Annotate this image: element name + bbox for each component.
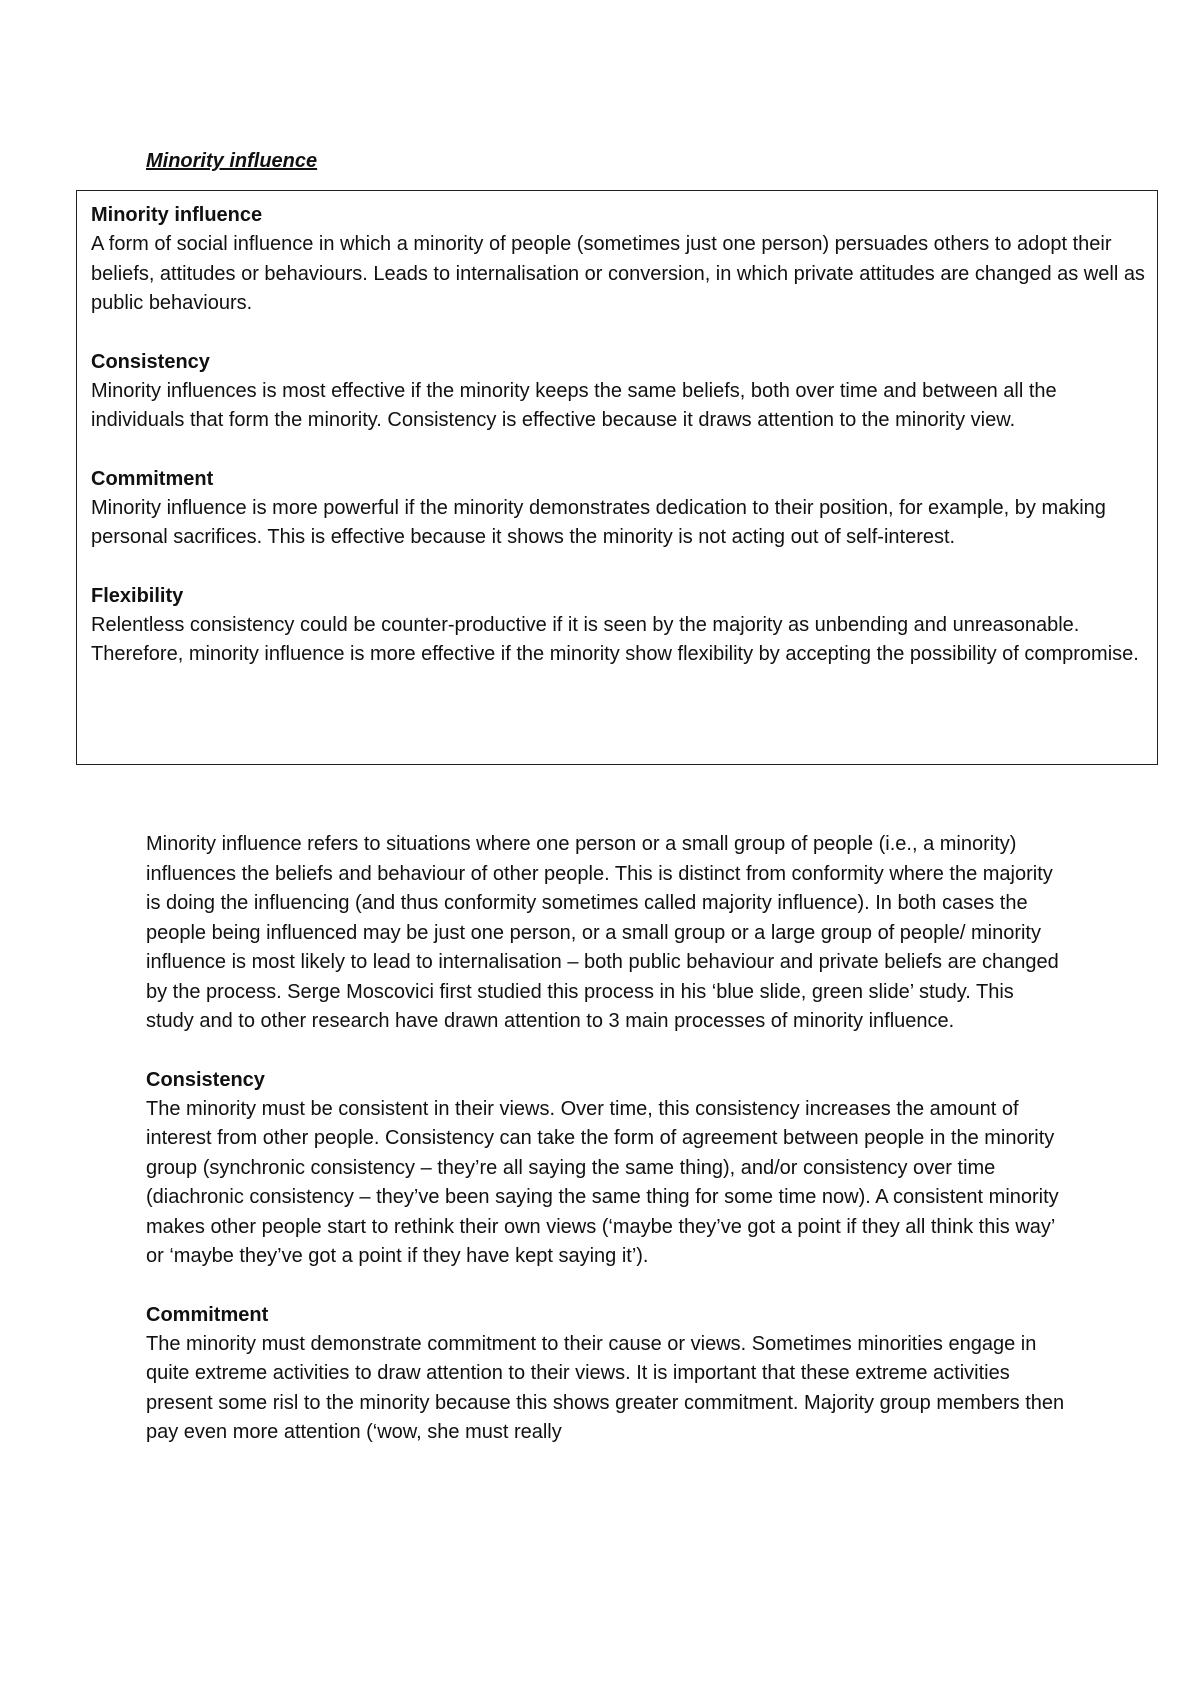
definition-heading: Commitment — [91, 467, 214, 490]
definitions-box — [76, 190, 1158, 765]
definition-heading: Consistency — [91, 350, 210, 373]
definition-commitment — [91, 465, 1145, 553]
body-intro-paragraph: Minority influence refers to situations where one person or a small group of people (i.e., a minority) influences the beliefs and behaviour of other people. This is distinct from conformity where the majority is doing the influencing (and thus conformity sometimes called majority influence). In both cases the people being influenced may be just one person, or a small group or a large group of people/ minority influence is most likely to lead to internalisation – both public behaviour and private beliefs are changed by the process. Serge Moscovici first studied this process in his ‘blue slide, green slide’ study. This study and to other research have drawn attention to 3 main processes of minority influence. — [146, 833, 1059, 1032]
body-intro — [146, 830, 1066, 1037]
definition-text: Minority influences is most effective if the minority keeps the same beliefs, both over time and between all the individuals that form the minority. Consistency is effective because it draws attention to the minority view. — [91, 379, 1057, 431]
definition-minority-influence — [91, 201, 1145, 319]
body-section-heading: Commitment — [146, 1303, 269, 1326]
body-section-text: The minority must demonstrate commitment to their cause or views. Sometimes minorities engage in quite extreme activities to draw attention to their views. It is important that these extreme activities present some risl to the minority because this shows greater commitment. Majority group members then pay even more attention (‘wow, she must really — [146, 1332, 1065, 1443]
body-text — [146, 830, 1066, 1477]
definition-text: Relentless consistency could be counter-productive if it is seen by the majority as unbending and unreasonable. Therefore, minority influence is more effective if the minority show flexibility by accepting the possibility of compromise. — [91, 613, 1139, 665]
definition-flexibility — [91, 582, 1145, 670]
body-section-consistency — [146, 1066, 1066, 1272]
page-title: Minority influence — [146, 150, 318, 172]
definition-heading: Flexibility — [91, 584, 184, 607]
body-section-heading: Consistency — [146, 1068, 265, 1091]
definition-text: Minority influence is more powerful if the minority demonstrates dedication to their position, for example, by making personal sacrifices. This is effective because it shows the minority is not acting out of self-interest. — [91, 496, 1106, 548]
definition-heading: Minority influence — [91, 204, 263, 226]
body-section-text: The minority must be consistent in their views. Over time, this consistency increases the amount of interest from other people. Consistency can take the form of agreement between people in the minority group (synchronic consistency – they’re all saying the same thing), and/or consistency over time (diachronic consistency – they’ve been saying the same thing for some time now). A consistent minority makes other people start to rethink their own views (‘maybe they’ve got a point if they all think this way’ or ‘maybe they’ve got a point if they have kept saying it’). — [146, 1097, 1059, 1267]
definition-text: A form of social influence in which a minority of people (sometimes just one person) persuades others to adopt their beliefs, attitudes or behaviours. Leads to internalisation or conversion, in which private attitudes are changed as well as public behaviours. — [91, 233, 1145, 314]
definition-consistency — [91, 348, 1145, 436]
body-section-commitment — [146, 1301, 1066, 1448]
